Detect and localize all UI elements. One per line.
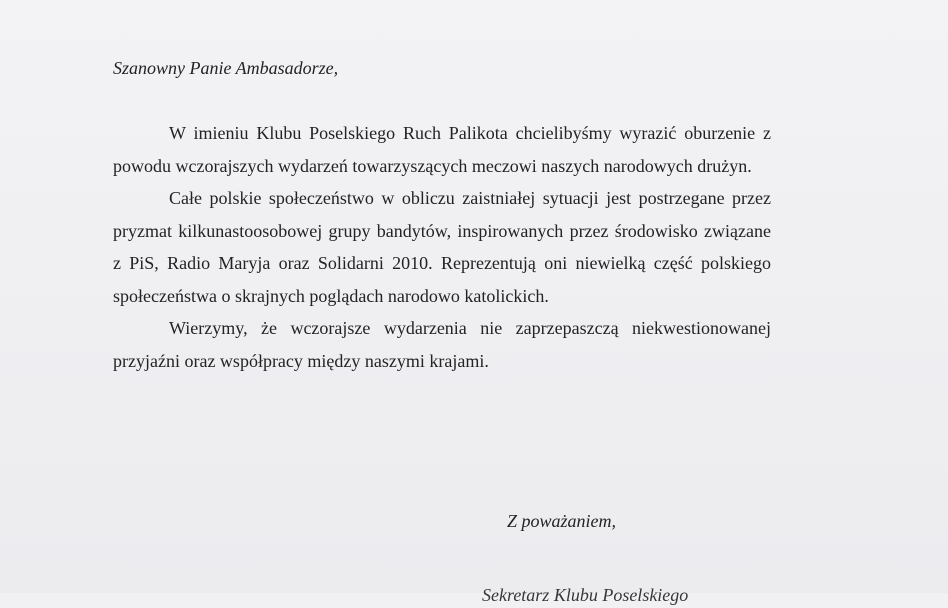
closing: Z poważaniem, [507, 511, 617, 531]
signature-line: Sekretarz Klubu Poselskiego [482, 585, 689, 605]
salutation: Szanowny Panie Ambasadorze, [113, 58, 339, 78]
paragraph-1: W imieniu Klubu Poselskiego Ruch Palikota chcielibyśmy wyrazić oburzenie z powodu wczorajszych wydarzeń towarzyszących meczowi naszych narodowych drużyn. [113, 123, 771, 176]
paragraph-2: Całe polskie społeczeństwo w obliczu zaistniałej sytuacji jest postrzegane przez pryzmat kilkunastoosobowej grupy bandytów, inspirowanych przez środowisko związane z PiS, Radio Maryja oraz Solidarni 2010. Reprezentują oni niewielką część polskiego społeczeństwa o skrajnych poglądach narodowo katolickich. [113, 188, 771, 306]
letter-body [113, 55, 771, 377]
paragraph-3: Wierzymy, że wczorajsze wydarzenia nie zaprzepaszczą niekwestionowanej przyjaźni oraz współpracy między naszymi krajami. [113, 318, 771, 371]
